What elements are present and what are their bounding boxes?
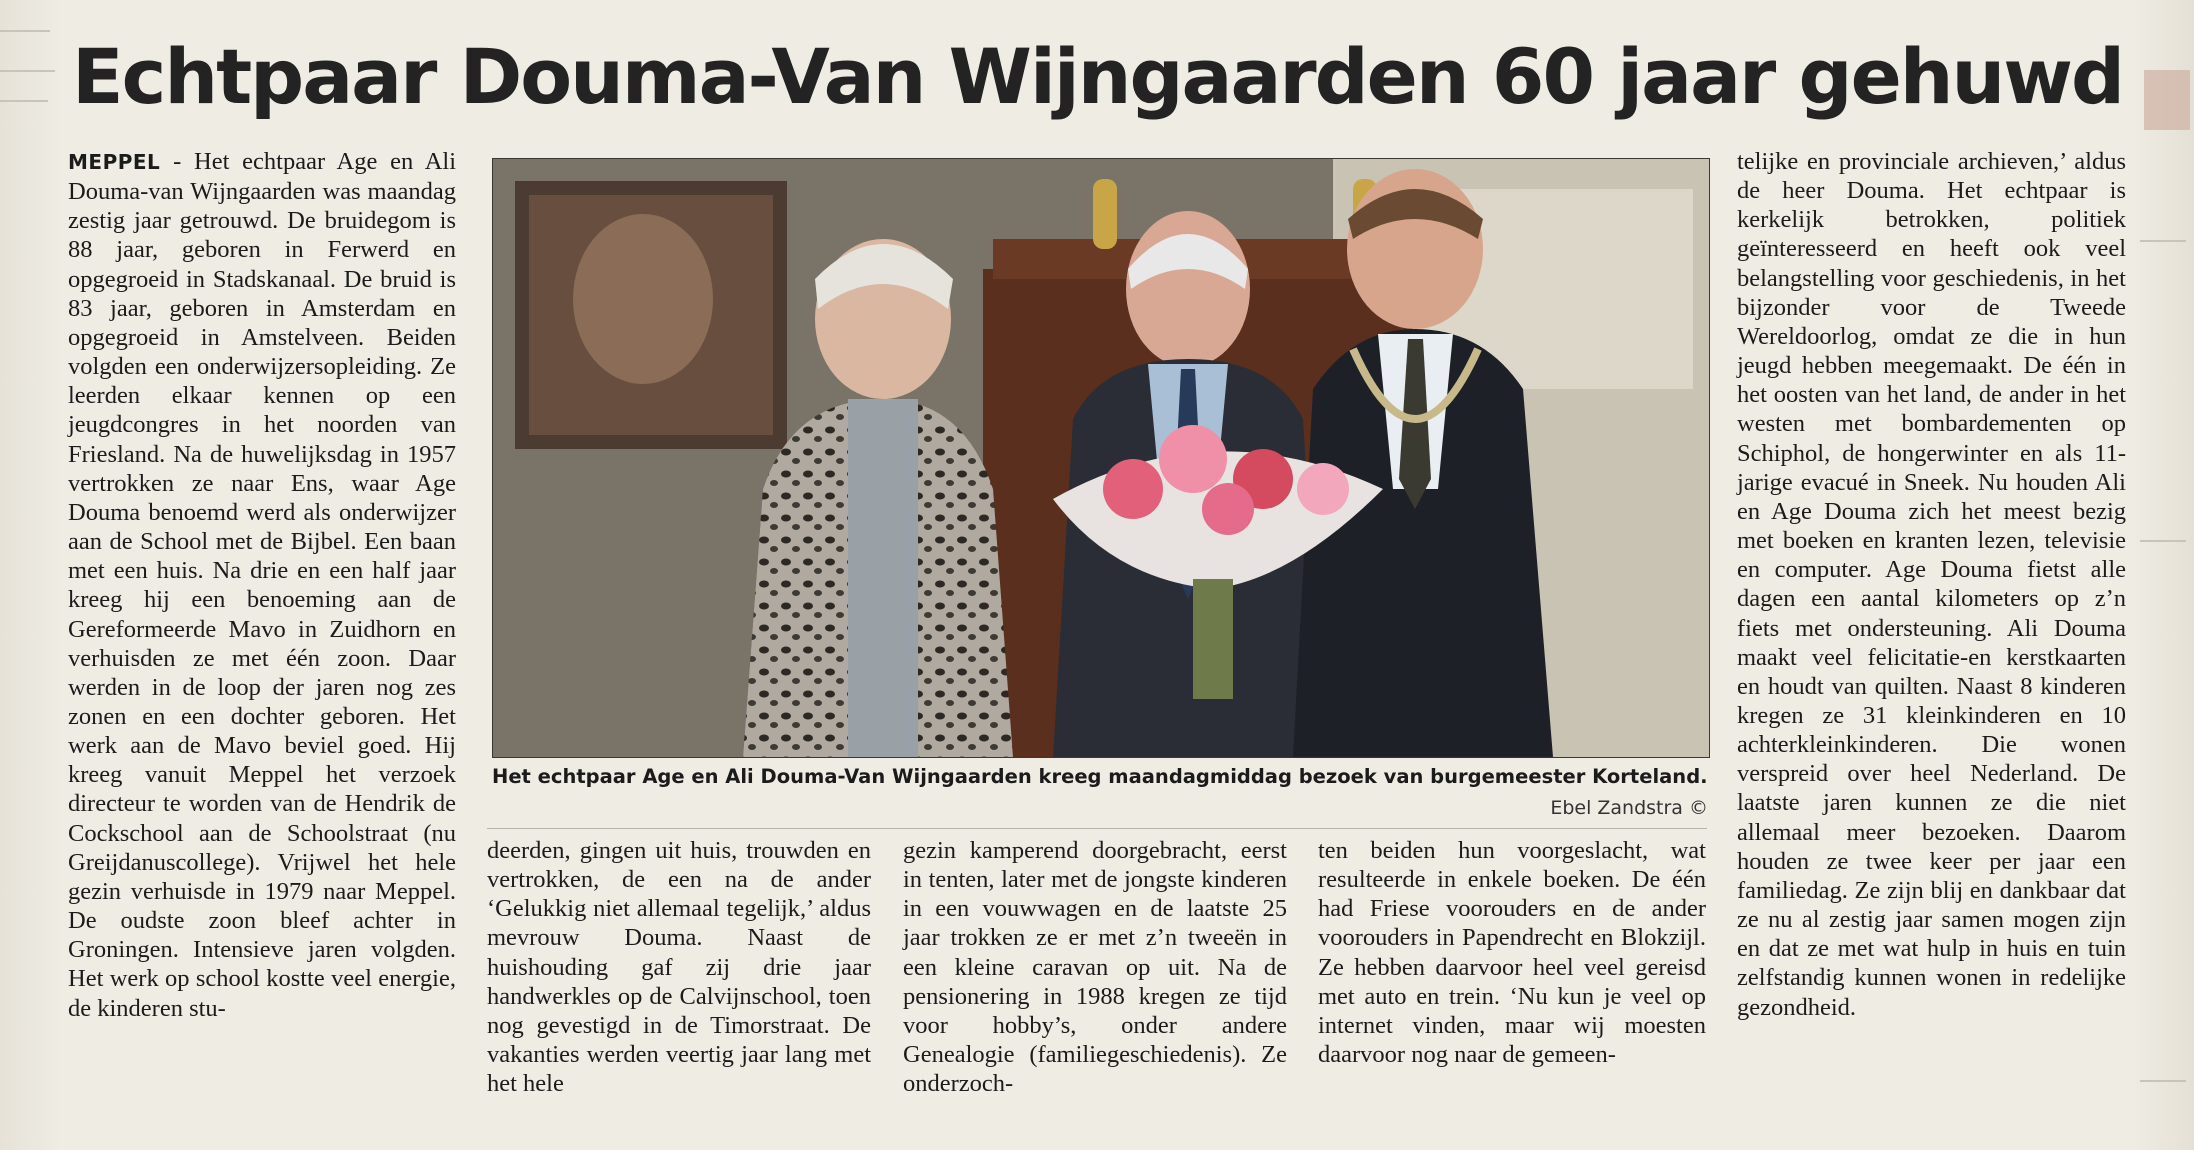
photo-credit: Ebel Zandstra © — [1550, 797, 1708, 819]
column-3-text: gezin kamperend doorgebracht, eerst in tenten, later met de jongste kinderen in een vouwwagen en de laatste 25 jaar trokken ze er met z’n tweeën in een kleine caravan op uit. Na de pensionering in 1988 kregen ze tijd voor hobby’s, onder andere Genealogie (familiegeschiedenis). Ze onderzoch- — [903, 837, 1287, 1098]
adjacent-column-left — [0, 0, 62, 1150]
article-column-5 — [1737, 147, 2126, 1107]
article-column-1 — [68, 147, 456, 1107]
column-2-text: deerden, gingen uit huis, trouwden en vertrokken, de een na de ander ‘Gelukkig niet allemaal tegelijk,’ aldus mevrouw Douma. Naast de huishouding gaf zij drie jaar handwerkles op de Calvijnschool, toen nog gevestigd in de Timorstraat. De vakanties werden veertig jaar lang met het hele — [487, 837, 871, 1098]
article-photo — [492, 158, 1710, 758]
article-column-3 — [903, 836, 1287, 1126]
article-headline: Echtpaar Douma-Van Wijngaarden 60 jaar gehuwd — [72, 33, 2124, 121]
divider — [487, 828, 1707, 829]
column-4-text: ten beiden hun voorgeslacht, wat resulteerde in enkele boeken. De één had Friese voorouders en de ander voorouders in Papendrecht en Blokzijl. Ze hebben daarvoor heel veel gereisd met auto en trein. ‘Nu kun je veel op internet vinden, maar wij moesten daarvoor nog naar de gemeen- — [1318, 837, 1706, 1069]
dateline: MEPPEL — [68, 150, 161, 174]
photo-caption: Het echtpaar Age en Ali Douma-Van Wijngaarden kreeg maandagmiddag bezoek van burgemeester Korteland. — [492, 765, 1708, 788]
column-5-text: telijke en provinciale archieven,’ aldus de heer Douma. Het echtpaar is kerkelijk betrokken, politiek geïnteresseerd en heeft ook veel belangstelling voor geschiedenis, in het bijzonder voor de Tweede Wereldoorlog, omdat ze die in hun jeugd hebben meegemaakt. De één in het oosten van het land, de ander in het westen met bombardementen op Schiphol, de hongerwinter en als 11-jarige evacué in Sneek. Nu houden Ali en Age Douma zich het meest bezig met boeken en kranten lezen, televisie en computer. Age Douma fietst alle dagen een aantal kilometers op z’n fiets met ondersteuning. Ali Douma maakt veel felicitatie-en kerstkaarten en houdt van quilten. Naast 8 kinderen kregen ze 31 kleinkinderen en 10 achterkleinkinderen. Die wonen verspreid over heel Nederland. De laatste jaren kunnen ze die niet allemaal meer bezoeken. Daarom houden ze twee keer per jaar een familiedag. Ze zijn blij en dankbaar dat ze nu al zestig jaar samen mogen zijn en dat ze met wat hulp in huis en tuin zelfstandig kunnen wonen in redelijke gezondheid. — [1737, 148, 2126, 1021]
adjacent-column-right — [2132, 0, 2194, 1150]
article-column-2 — [487, 836, 871, 1126]
article-column-4 — [1318, 836, 1706, 1126]
column-1-text: - Het echtpaar Age en Ali Douma-van Wijngaarden was maandag zestig jaar getrouwd. De bruidegom is 88 jaar, geboren in Ferwerd en opgegroeid in Stadskanaal. De bruid is 83 jaar, geboren in Amsterdam en opgegroeid in Amstelveen. Beiden volgden een onderwijzersopleiding. Ze leerden elkaar kennen op een jeugdcongres in het noorden van Friesland. Na de huwelijksdag in 1957 vertrokken ze naar Ens, waar Age Douma benoemd werd als onderwijzer aan de School met de Bijbel. Een baan met een huis. Na drie en een half jaar kreeg hij een benoeming aan de Gereformeerde Mavo in Zuidhorn en verhuisden ze met één zoon. Daar werden in de loop der jaren nog zes zonen en een dochter geboren. Het werk aan de Mavo beviel goed. Hij kreeg vanuit Meppel het verzoek directeur te worden van de Hendrik de Cockschool aan de Schoolstraat (nu Greijdanuscollege). Vrijwel het hele gezin verhuisde in 1979 naar Meppel. De oudste zoon bleef achter in Groningen. Intensieve jaren volgden. Het werk op school kostte veel energie, de kinderen stu- — [68, 148, 456, 1022]
